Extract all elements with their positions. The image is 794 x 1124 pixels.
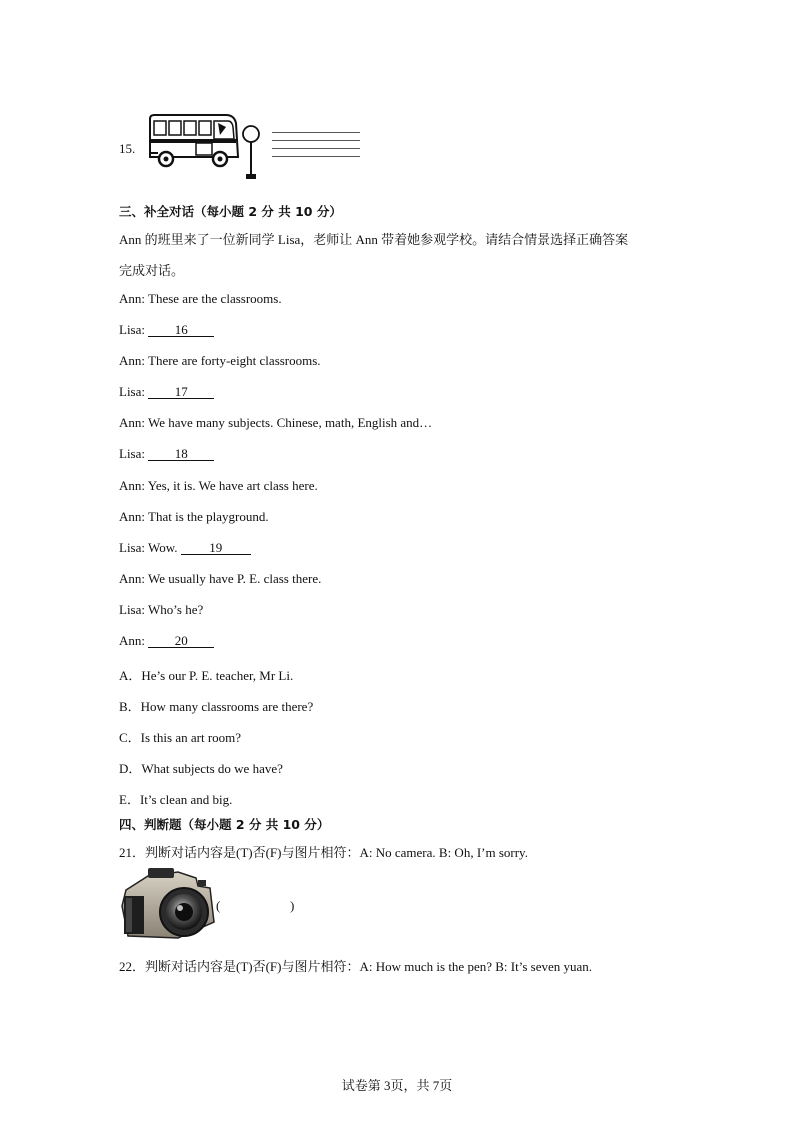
dialogue-line	[119, 446, 214, 462]
dialogue-line: Ann: There are forty-eight classrooms.	[119, 353, 321, 368]
answer-line	[272, 132, 360, 133]
section-4-title: 四、判断题（每小题 2 分 共 10 分）	[119, 817, 330, 832]
answer-line	[272, 156, 360, 157]
dialogue-line	[119, 540, 251, 556]
answer-paren-close: )	[290, 898, 295, 913]
option-b: B．How many classrooms are there?	[119, 699, 314, 714]
section-3-intro-line-2: 完成对话。	[119, 263, 185, 278]
answer-line	[272, 140, 360, 141]
question-22-text: 22．判断对话内容是(T)否(F)与图片相符：A: How much is the pen? B: It’s seven yuan.	[119, 959, 593, 974]
dialogue-line: Ann: We have many subjects. Chinese, math, English and…	[119, 415, 433, 430]
option-d: D．What subjects do we have?	[119, 761, 283, 776]
page-footer: 试卷第 3页，共 7页	[341, 1078, 453, 1093]
answer-blank-16[interactable]: 16	[148, 323, 214, 337]
bus-icon	[146, 113, 242, 169]
section-3-intro-line-1: Ann 的班里来了一位新同学 Lisa，老师让 Ann 带着她参观学校。请结合情景选择正确答案	[119, 232, 629, 247]
speaker-label: Lisa: Wow.	[119, 540, 181, 555]
dialogue-line: Ann: We usually have P. E. class there.	[119, 571, 322, 586]
dialogue-line: Ann: Yes, it is. We have art class here.	[119, 478, 318, 493]
answer-blank-20[interactable]: 20	[148, 634, 214, 648]
dialogue-line: Ann: These are the classrooms.	[119, 291, 282, 306]
answer-blank-17[interactable]: 17	[148, 385, 214, 399]
speaker-label: Lisa:	[119, 322, 149, 337]
camera-icon	[118, 866, 221, 942]
dialogue-line	[119, 322, 214, 338]
answer-blank-18[interactable]: 18	[148, 447, 214, 461]
option-c: C．Is this an art room?	[119, 730, 242, 745]
dialogue-line	[119, 384, 214, 400]
question-21-text: 21．判断对话内容是(T)否(F)与图片相符：A: No camera. B: Oh, I’m sorry.	[119, 845, 528, 860]
speaker-label: Lisa:	[119, 446, 149, 461]
answer-line	[272, 148, 360, 149]
section-3-title: 三、补全对话（每小题 2 分 共 10 分）	[119, 204, 342, 219]
speaker-label: Ann:	[119, 633, 149, 648]
answer-blank-19[interactable]: 19	[181, 541, 251, 555]
dialogue-line	[119, 633, 214, 649]
speaker-label: Lisa:	[119, 384, 149, 399]
bus-stop-sign-icon	[240, 124, 262, 182]
dialogue-line: Lisa: Who’s he?	[119, 602, 204, 617]
question-15-number: 15.	[119, 141, 136, 156]
option-e: E．It’s clean and big.	[119, 792, 233, 807]
dialogue-line: Ann: That is the playground.	[119, 509, 269, 524]
answer-paren-open: (	[216, 898, 221, 913]
option-a: A．He’s our P. E. teacher, Mr Li.	[119, 668, 294, 683]
answer-space-21[interactable]	[226, 898, 288, 914]
